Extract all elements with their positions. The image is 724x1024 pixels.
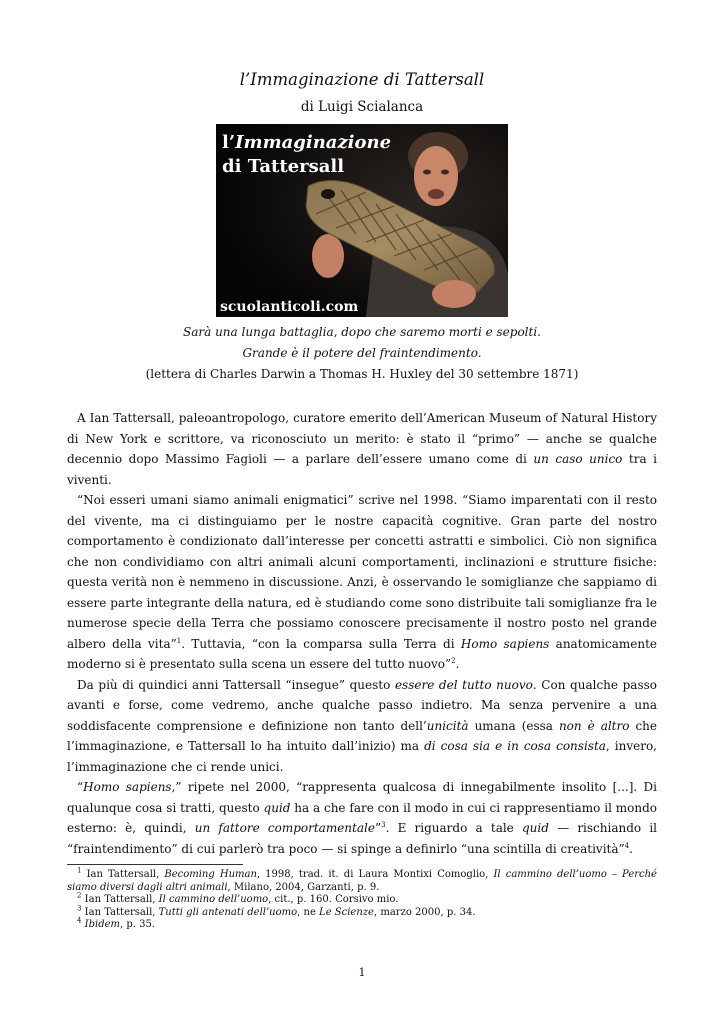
page-number: 1 — [358, 966, 366, 979]
paragraph-1: A Ian Tattersall, paleoantropologo, curatore emerito dell’American Museum of Natural History di New York e scrittore, va riconosciuto un merito: è stato il “primo” — anche se qualche decennio dopo Massimo Fagioli — a parlare dell’essere umano come di un caso unico tra i viventi. — [67, 411, 657, 487]
paragraph-4: “Homo sapiens,” ripete nel 2000, “rappresenta qualcosa di innegabilmente insolito [...]. Di qualunque cosa si tratti, questo quid ha a che fare con il modo in cui ci rappresentiamo il mondo esterno: è, quindi, un fattore comportamentale”$^3$. E riguardo a tale quid — rischiando il “fraintendimento” di cui parlerò tra poco — si spinge a definirlo “una scintilla di creatività”$^4$. — [67, 780, 657, 856]
footnote-ref-4[interactable]: 4 — [624, 841, 630, 850]
article-body — [67, 408, 657, 859]
footnote-3: $^3$ Ian Tattersall, Tutti gli antenati dell’uomo, ne Le Scienze, marzo 2000, p. 34. — [77, 904, 476, 918]
person-hand — [312, 234, 344, 278]
epigraph — [0, 322, 724, 385]
footnote-ref-2[interactable]: 2 — [451, 657, 456, 665]
hero-overlay-line2: di Tattersall — [222, 156, 345, 177]
footnote-1: $^1$ Ian Tattersall, Becoming Human, 1998, trad. it. di Laura Montixi Comoglio, Il cammino dell’uomo – Perché siamo diversi dagli altri animali, Milano, 2004, Garzanti, p. 9. — [67, 866, 657, 893]
epigraph-line2: Grande è il potere del fraintendimento. — [242, 346, 482, 360]
article-title: l’Immaginazione di Tattersall — [239, 70, 485, 89]
paragraph-2: “Noi esseri umani siamo animali enigmatici” scrive nel 1998. “Siamo imparentati con il resto del vivente, ma ci distinguiamo per le nostre capacità cognitive. Gran parte del nostro comportamento è condizionato dall’interesse per concetti astratti e simbolici. Ciò non significa che non condividiamo con altri animali alcuni comportamenti, inclinazioni e strutture fisiche: questa verità non è nemmeno in discussione. Anzi, è osservando le somiglianze che sappiamo di essere parte integrante della natura, ed è studiando come sono distribuite tali somiglianze fra le numerose specie della Terra che possiamo conoscere precisamente il nostro posto nel grande albero della vita”$^1$. Tuttavia, “con la comparsa sulla Terra di Homo sapiens anatomicamente moderno si è presentato sulla scena un essere del tutto nuovo”$^2$. — [67, 493, 657, 671]
article-author: di Luigi Scialanca — [300, 99, 424, 115]
footnote-ref-3[interactable]: 3 — [381, 821, 386, 829]
hero-overlay-line1: Immaginazione — [235, 132, 392, 153]
footnote-2: $^2$ Ian Tattersall, Il cammino dell’uomo, cit., p. 160. Corsivo mio. — [77, 891, 399, 905]
epigraph-source: (lettera di Charles Darwin a Thomas H. Huxley del 30 settembre 1871) — [145, 367, 579, 381]
hero-site: scuolanticoli.com — [220, 299, 359, 315]
hero-overlay-prefix: l’ — [222, 132, 236, 153]
footnote-ref-1[interactable]: 1 — [176, 636, 182, 645]
epigraph-line1: Sarà una lunga battaglia, dopo che saremo morti e sepolti. — [183, 325, 541, 339]
hero-photo-illustration — [216, 124, 508, 317]
footnotes — [67, 866, 657, 932]
footnote-4: $^4$ Ibidem, p. 35. — [77, 916, 156, 930]
footnote-divider — [67, 864, 243, 865]
hero-image — [216, 124, 508, 317]
paragraph-3: Da più di quindici anni Tattersall “insegue” questo essere del tutto nuovo. Con qualche passo avanti e forse, come vedremo, anche qualche passo indietro. Ma senza pervenire a una soddisfacente comprensione e definizione non tanto dell’unicità umana (essa non è altro che l’immaginazione, e Tattersall lo ha intuito dall’inizio) ma di cosa sia e in cosa consista, invero, l’immaginazione che ci rende unici. — [67, 677, 658, 774]
